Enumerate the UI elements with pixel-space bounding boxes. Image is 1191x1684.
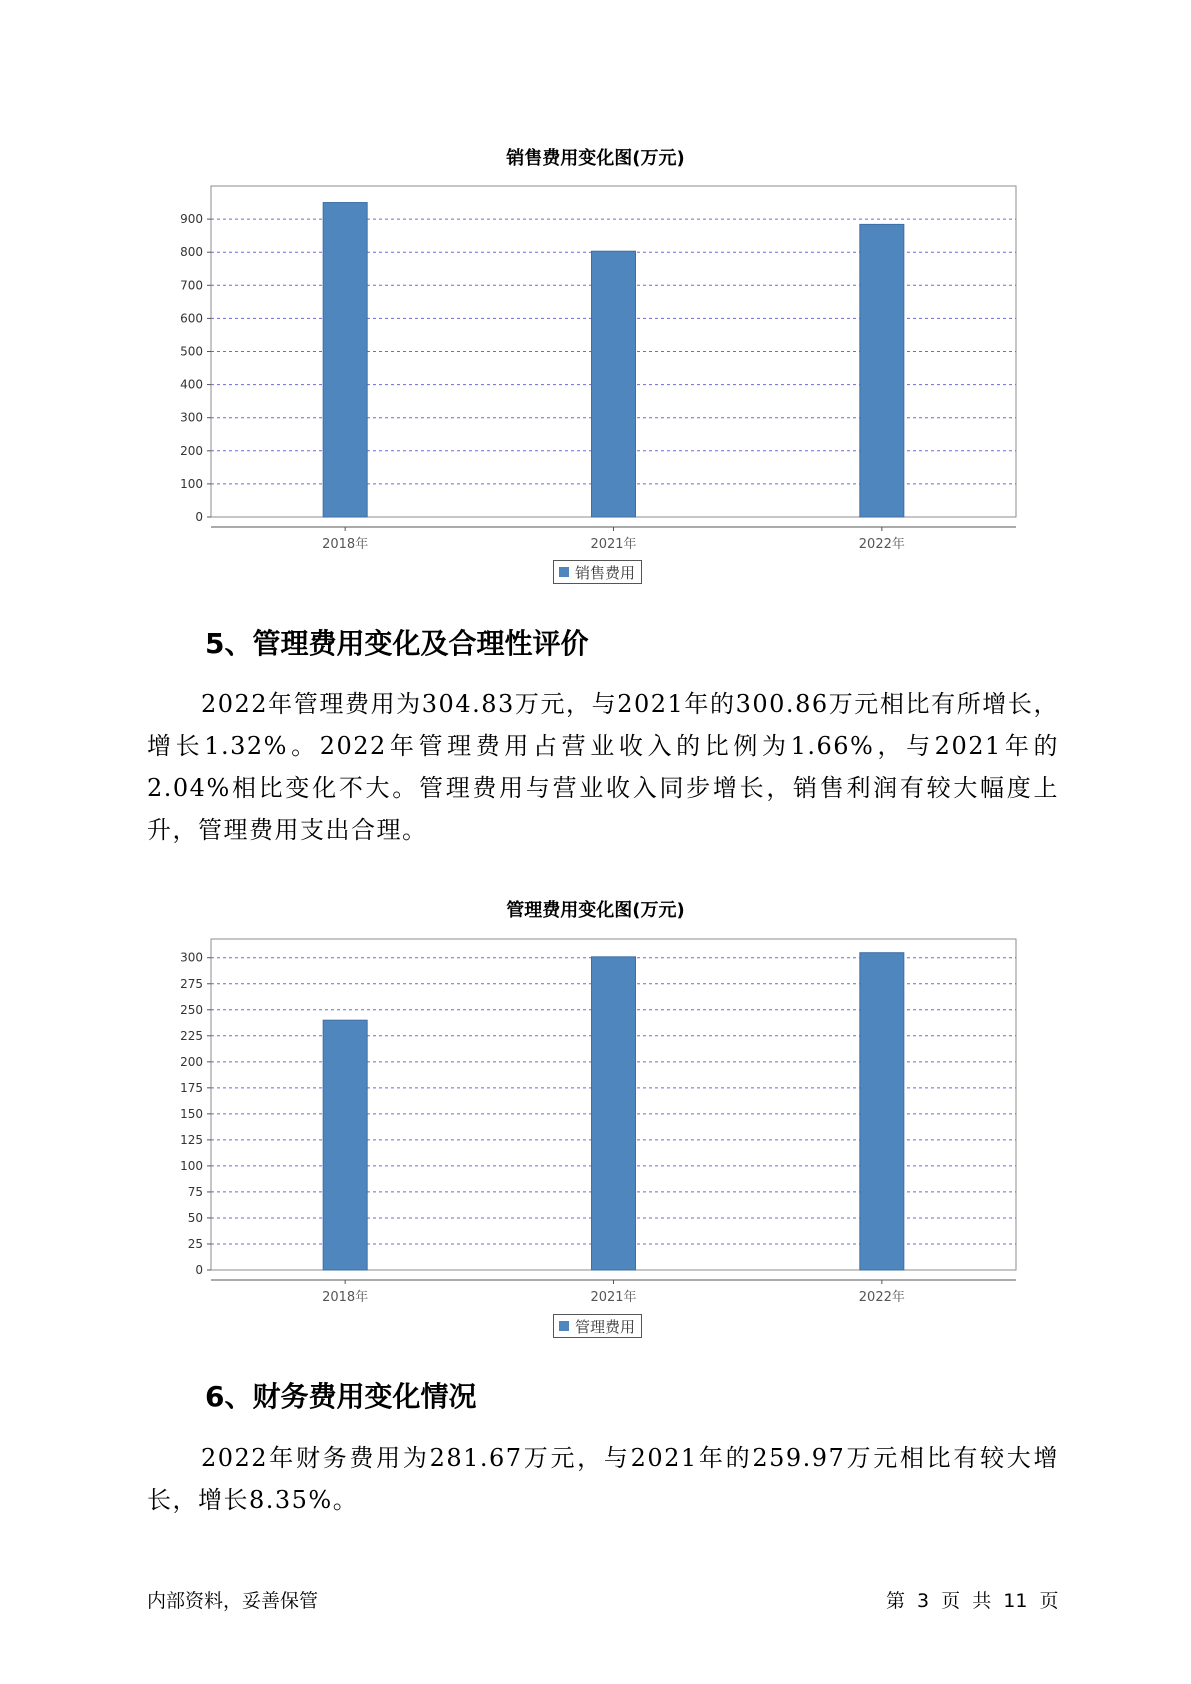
y-tick-label: 300 [180,950,203,965]
x-tick-label: 2022年 [858,1290,905,1303]
y-tick-label: 0 [195,510,203,524]
bar-2021年 [592,251,636,517]
y-tick-label: 600 [180,311,203,326]
legend-label-sales: 销售费用 [575,563,636,582]
chart-title-sales: 销售费用变化图(万元) [506,148,685,169]
y-tick-label: 500 [180,344,203,359]
y-tick-label: 250 [180,1002,203,1017]
y-tick-label: 25 [187,1236,203,1251]
section-6-heading: 6、财务费用变化情况 [205,1380,477,1413]
y-tick-label: 75 [187,1184,203,1199]
y-tick-label: 200 [180,443,203,458]
section-5-text: 2022年管理费用为304.83万元，与2021年的300.86万元相比有所增长，增长1.32%。2022年管理费用占营业收入的比例为1.66%，与2021年的2.04%相比变化不大。管理费用与营业收入同步增长，销售利润有较大幅度上升，管理费用支出合理。 [147,690,1059,844]
y-tick-label: 300 [180,410,203,425]
y-tick-label: 100 [180,1158,203,1173]
bar-2018年 [323,203,367,517]
x-tick-label: 2018年 [322,1290,369,1303]
y-tick-label: 800 [180,245,203,260]
legend-label-admin: 管理费用 [575,1317,636,1336]
y-tick-label: 175 [180,1080,203,1095]
y-tick-label: 125 [180,1132,203,1147]
legend-sales [553,560,642,584]
section-5-paragraph [147,683,1059,851]
footer-page-number: 第 3 页 共 11 页 [886,1590,1059,1612]
y-tick-label: 225 [180,1028,203,1043]
x-tick-label: 2021年 [590,537,637,550]
y-tick-label: 400 [180,377,203,392]
y-tick-label: 200 [180,1054,203,1069]
bar-2022年 [860,953,904,1270]
y-tick-label: 150 [180,1106,203,1121]
bar-2021年 [592,957,636,1270]
y-tick-label: 275 [180,976,203,991]
section-6-text: 2022年财务费用为281.67万元，与2021年的259.97万元相比有较大增长，增长8.35%。 [147,1444,1059,1514]
admin-expense-chart [0,933,1191,1303]
footer-confidential-note: 内部资料，妥善保管 [147,1590,319,1612]
legend-swatch-icon [559,567,569,577]
y-tick-label: 50 [187,1210,203,1225]
sales-expense-chart [0,180,1191,550]
x-tick-label: 2021年 [590,1290,637,1303]
y-tick-label: 0 [195,1263,203,1277]
bar-2022年 [860,224,904,517]
x-tick-label: 2022年 [858,537,905,550]
y-tick-label: 100 [180,476,203,491]
section-6-paragraph [147,1437,1059,1521]
x-tick-label: 2018年 [322,537,369,550]
legend-admin [553,1314,642,1338]
chart-title-admin: 管理费用变化图(万元) [506,900,685,921]
bar-2018年 [323,1020,367,1270]
y-tick-label: 900 [180,212,203,227]
section-5-heading: 5、管理费用变化及合理性评价 [205,627,589,660]
y-tick-label: 700 [180,278,203,293]
legend-swatch-icon [559,1321,569,1331]
